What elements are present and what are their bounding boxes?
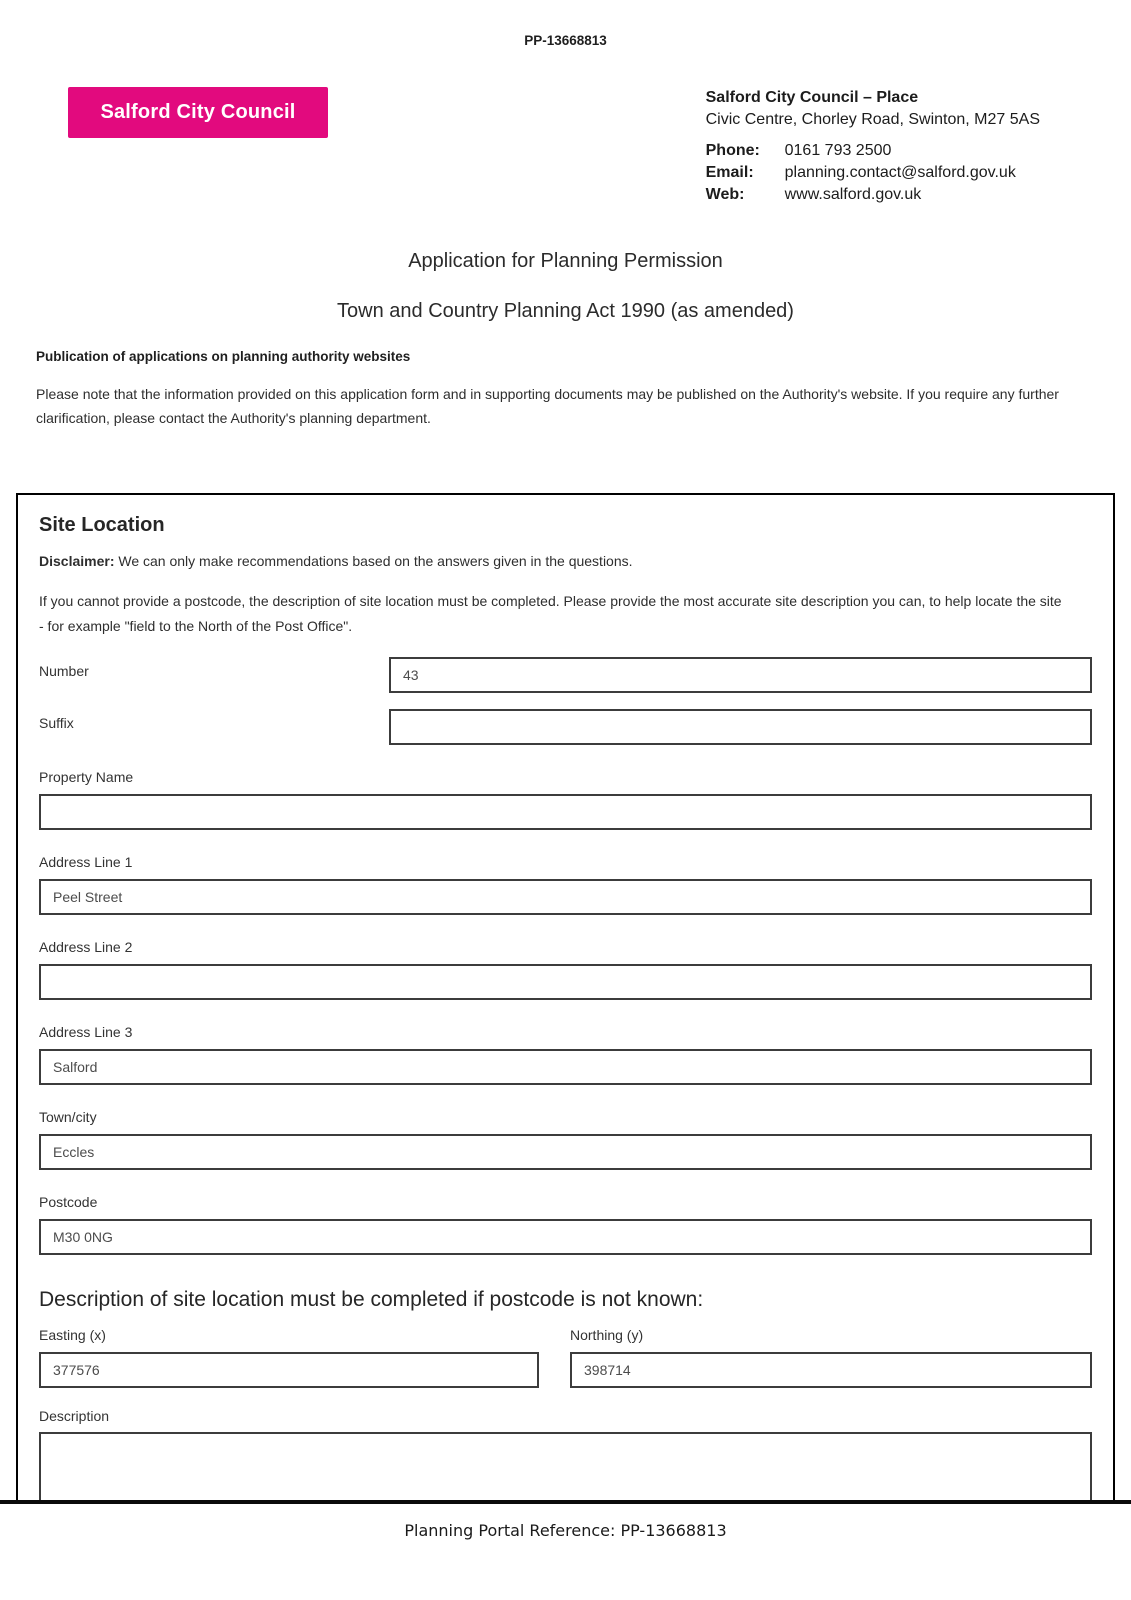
address-line-1-input[interactable]	[39, 879, 1092, 915]
description-requirement-heading: Description of site location must be completed if postcode is not known:	[39, 1288, 704, 1311]
easting-input[interactable]	[39, 1352, 539, 1388]
disclaimer-label: Disclaimer:	[39, 553, 115, 569]
property-name-label: Property Name	[39, 769, 134, 785]
town-city-input[interactable]	[39, 1134, 1092, 1170]
postcode-field	[39, 1194, 1092, 1255]
address-line-3-input[interactable]	[39, 1049, 1092, 1085]
disclaimer-line	[39, 551, 1092, 571]
town-city-field	[39, 1109, 1092, 1170]
northing-label: Northing (y)	[570, 1327, 644, 1343]
property-name-field	[39, 769, 1092, 830]
postcode-label: Postcode	[39, 1194, 98, 1210]
description-textarea[interactable]	[39, 1432, 1092, 1500]
form-title: Application for Planning Permission	[408, 250, 723, 272]
coordinates-row	[39, 1327, 1092, 1388]
address-line-3-label: Address Line 3	[39, 1024, 133, 1040]
number-label: Number	[39, 663, 89, 679]
address-line-2-field	[39, 939, 1092, 1000]
suffix-input[interactable]	[389, 709, 1092, 745]
page-break-divider	[0, 1500, 1131, 1504]
northing-field	[570, 1327, 1092, 1388]
suffix-label: Suffix	[39, 715, 74, 731]
contact-row-web	[706, 184, 1040, 206]
contact-row-phone	[706, 140, 1040, 162]
disclaimer-text: We can only make recommendations based on the answers given in the questions.	[118, 553, 633, 569]
contact-row-email	[706, 162, 1040, 184]
town-city-label: Town/city	[39, 1109, 97, 1125]
planning-portal-reference-footer: Planning Portal Reference: PP-13668813	[404, 1521, 727, 1540]
contact-rows	[706, 140, 1040, 206]
web-label: Web:	[705, 186, 745, 203]
address-line-3-field	[39, 1024, 1092, 1085]
planning-portal-reference-top: PP-13668813	[524, 33, 607, 48]
number-field-row	[39, 657, 1092, 693]
site-location-intro: If you cannot provide a postcode, the description of site location must be completed. Please provide the most accurate site description you can, to help locate the site - for example "field to the North of the Post Office".	[39, 593, 1062, 634]
publication-paragraph: Please note that the information provided on this application form and in supporting documents may be published on the Authority's website. If you require any further clarification, please contact the Authority's planning department.	[36, 386, 1059, 426]
easting-field	[39, 1327, 539, 1388]
easting-label: Easting (x)	[39, 1327, 106, 1343]
council-contact-block	[706, 87, 1040, 206]
description-field	[39, 1408, 1092, 1500]
address-line-1-label: Address Line 1	[39, 854, 133, 870]
phone-value: 0161 793 2500	[784, 142, 892, 159]
email-value: planning.contact@salford.gov.uk	[784, 164, 1016, 181]
email-label: Email:	[705, 164, 754, 181]
number-input[interactable]	[389, 657, 1092, 693]
address-line-2-label: Address Line 2	[39, 939, 133, 955]
phone-label: Phone:	[705, 142, 760, 159]
header	[0, 87, 1131, 206]
salford-city-council-logo: Salford City Council	[68, 87, 328, 138]
web-value: www.salford.gov.uk	[784, 186, 922, 203]
northing-input[interactable]	[570, 1352, 1092, 1388]
form-subtitle: Town and Country Planning Act 1990 (as amended)	[337, 300, 794, 322]
site-location-section	[16, 493, 1115, 1500]
publication-heading: Publication of applications on planning authority websites	[36, 349, 411, 364]
postcode-input[interactable]	[39, 1219, 1092, 1255]
org-address: Civic Centre, Chorley Road, Swinton, M27 5AS	[705, 111, 1040, 128]
org-name: Salford City Council – Place	[705, 89, 919, 106]
description-label: Description	[39, 1408, 110, 1424]
site-location-heading: Site Location	[39, 514, 165, 536]
address-line-1-field	[39, 854, 1092, 915]
address-line-2-input[interactable]	[39, 964, 1092, 1000]
suffix-field-row	[39, 709, 1092, 745]
property-name-input[interactable]	[39, 794, 1092, 830]
